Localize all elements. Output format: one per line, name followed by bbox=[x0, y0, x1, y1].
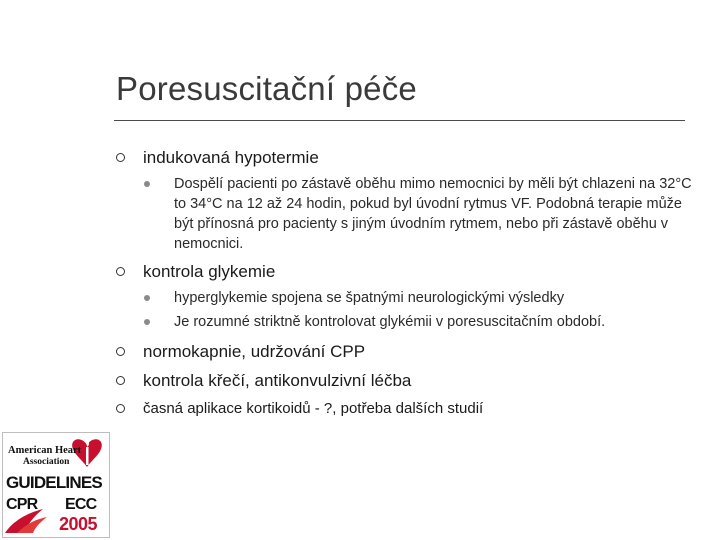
logo-year: 2005 bbox=[59, 514, 98, 534]
list-item bbox=[114, 340, 704, 364]
sub-list-item bbox=[144, 288, 704, 308]
logo-org-line1: American Heart bbox=[8, 445, 82, 456]
dot-bullet-icon bbox=[144, 181, 150, 187]
list-item-text: časná aplikace kortikoidů - ?, potřeba dalších studií bbox=[143, 400, 484, 417]
list-item bbox=[114, 369, 704, 393]
sub-list-item bbox=[144, 312, 704, 332]
ring-bullet-icon bbox=[116, 404, 125, 413]
list-item-text: indukovaná hypotermie bbox=[143, 148, 319, 167]
logo-word-cpr: CPR bbox=[6, 496, 38, 513]
logo-org-line2: Association bbox=[23, 457, 70, 467]
list-item-text: kontrola glykemie bbox=[143, 262, 276, 281]
dot-bullet-icon bbox=[144, 319, 150, 325]
sub-list-item bbox=[144, 174, 704, 254]
list-item bbox=[114, 397, 704, 421]
ring-bullet-icon bbox=[116, 267, 125, 276]
logo-word-guidelines: GUIDELINES bbox=[6, 473, 102, 492]
slide-title: Poresuscitační péče bbox=[116, 70, 417, 107]
sub-list-item-text: Je rozumné striktně kontrolovat glykémii v poresuscitačním období. bbox=[174, 314, 606, 330]
aha-guidelines-logo bbox=[2, 432, 110, 538]
bullet-list bbox=[114, 146, 704, 421]
dot-bullet-icon bbox=[144, 295, 150, 301]
title-divider bbox=[114, 120, 685, 121]
ring-bullet-icon bbox=[116, 376, 125, 385]
list-item-text: kontrola křečí, antikonvulzivní léčba bbox=[143, 371, 412, 390]
sub-list-item-text: hyperglykemie spojena se špatnými neurologickými výsledky bbox=[174, 290, 565, 306]
list-item bbox=[114, 146, 704, 170]
ring-bullet-icon bbox=[116, 347, 125, 356]
ring-bullet-icon bbox=[116, 153, 125, 162]
sub-list-item-text: Dospělí pacienti po zástavě oběhu mimo nemocnici by měli být chlazeni na 32°C to 34°C na 12 až 24 hodin, pokud byl úvodní rytmus VF. Podobná terapie může být přínosná pro pacienty s jiným úvodním rytmem, nebo při zástavě oběhu v nemocnici. bbox=[174, 176, 692, 252]
list-item bbox=[114, 260, 704, 284]
list-item-text: normokapnie, udržování CPP bbox=[143, 342, 366, 361]
logo-word-ecc: ECC bbox=[65, 496, 97, 513]
